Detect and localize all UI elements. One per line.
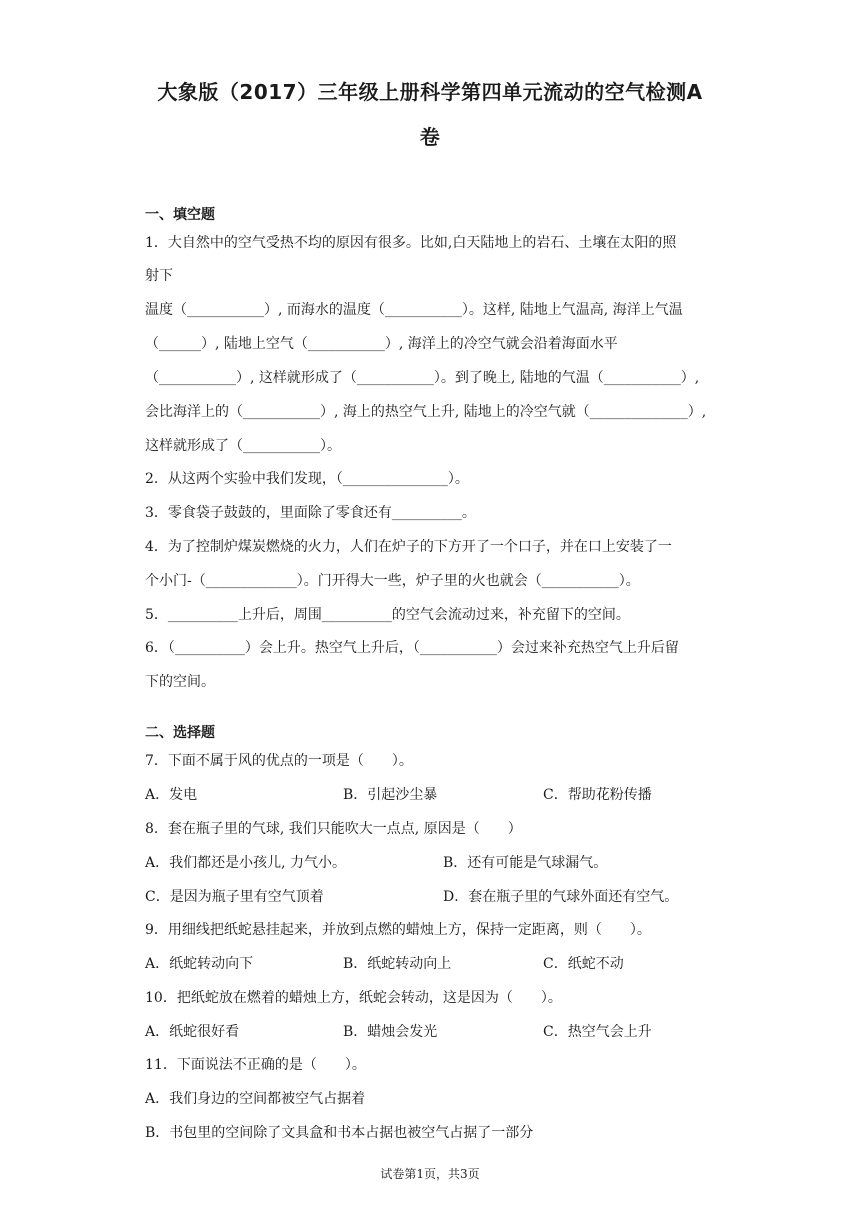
- question-8-option-c: C．是因为瓶子里有空气顶着: [145, 889, 324, 905]
- question-9-option-c: C．纸蛇不动: [543, 956, 624, 972]
- question-1-line-6: 会比海洋上的（___________）, 海上的热空气上升, 陆地上的冷空气就（______________）,: [145, 404, 707, 420]
- question-10-option-b: B．蜡烛会发光: [343, 1024, 438, 1040]
- question-11-option-a: A．我们身边的空间都被空气占据着: [145, 1091, 366, 1107]
- document-title-line2: 卷: [419, 125, 441, 149]
- question-1-line-1: 1．大自然中的空气受热不均的原因有很多。比如,白天陆地上的岩石、土壤在太阳的照: [145, 235, 677, 251]
- document-title-line1: 大象版（2017）三年级上册科学第四单元流动的空气检测A: [157, 80, 703, 104]
- section-heading-fill-in: 一、填空题: [145, 207, 215, 223]
- question-9-option-a: A．纸蛇转动向下: [145, 956, 254, 972]
- question-7-stem: 7．下面不属于风的优点的一项是（ ）。: [145, 753, 413, 769]
- question-11-option-b: B．书包里的空间除了文具盒和书本占据也被空气占据了一部分: [145, 1125, 534, 1141]
- question-10-option-a: A．纸蛇很好看: [145, 1024, 240, 1040]
- question-3: 3．零食袋子鼓鼓的，里面除了零食还有__________。: [145, 505, 476, 521]
- question-7-option-b: B．引起沙尘暴: [343, 787, 438, 803]
- question-6-line-1: 6．（__________）会上升。热空气上升后，（___________）会过来补充热空气上升后留: [145, 640, 679, 656]
- question-8-option-b: B．还有可能是气球漏气。: [443, 855, 608, 871]
- question-4-line-1: 4．为了控制炉煤炭燃烧的火力，人们在炉子的下方开了一个口子，并在口上安装了一: [145, 539, 672, 555]
- section-heading-multiple-choice: 二、选择题: [145, 725, 215, 741]
- question-1-line-5: （___________）, 这样就形成了（___________）。到了晚上, 陆地的气温（___________）,: [145, 370, 700, 386]
- question-2: 2．从这两个实验中我们发现，（_______________）。: [145, 471, 469, 487]
- question-6-line-2: 下的空间。: [145, 674, 215, 690]
- page-footer: 试卷第1页，共3页: [380, 1167, 480, 1181]
- question-1-line-4: （______）, 陆地上空气（___________）, 海洋上的冷空气就会沿着海面水平: [145, 336, 618, 352]
- question-7-option-c: C．帮助花粉传播: [543, 787, 652, 803]
- question-8-option-a: A．我们都还是小孩儿, 力气小。: [145, 855, 347, 871]
- question-10-stem: 10．把纸蛇放在燃着的蜡烛上方，纸蛇会转动，这是因为（ ）。: [145, 990, 562, 1006]
- question-10-option-c: C．热空气会上升: [543, 1024, 652, 1040]
- question-8-option-d: D．套在瓶子里的气球外面还有空气。: [443, 889, 679, 905]
- question-4-line-2: 个小门-（_____________）。门开得大一些，炉子里的火也就会（___________）。: [145, 573, 640, 589]
- question-11-stem: 11．下面说法不正确的是（ ）。: [145, 1057, 366, 1073]
- question-8-stem: 8．套在瓶子里的气球, 我们只能吹大一点点, 原因是（ ）: [145, 821, 522, 837]
- question-7-option-a: A．发电: [145, 787, 198, 803]
- question-9-option-b: B．纸蛇转动向上: [343, 956, 452, 972]
- question-1-line-3: 温度（___________）, 而海水的温度（___________）。这样, 陆地上气温高, 海洋上气温: [145, 302, 683, 318]
- question-1-line-2: 射下: [145, 268, 173, 284]
- question-5: 5．__________上升后，周围__________的空气会流动过来，补充留下的空间。: [145, 607, 630, 623]
- question-1-line-7: 这样就形成了（___________）。: [145, 438, 341, 454]
- question-9-stem: 9．用细线把纸蛇悬挂起来，并放到点燃的蜡烛上方，保持一定距离，则（ ）。: [145, 922, 651, 938]
